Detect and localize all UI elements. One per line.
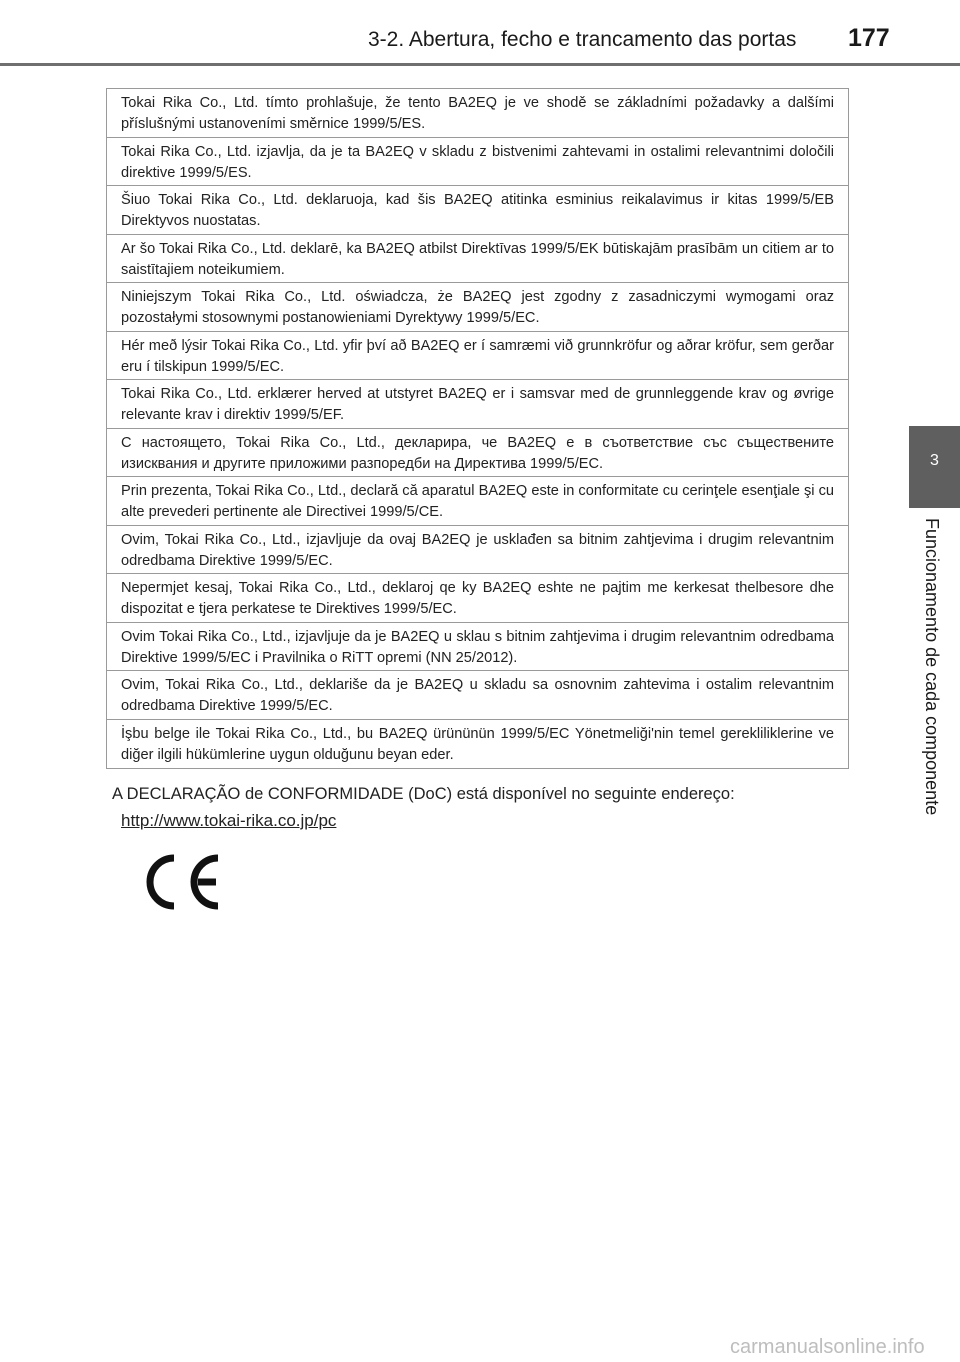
declaration-polish: Niniejszym Tokai Rika Co., Ltd. oświadcza, że BA2EQ jest zgodny z zasadniczymi wymogami oraz pozostałymi stosownymi postanowieniami Dyrektywy 1999/5/EC. xyxy=(107,283,848,332)
declaration-lithuanian: Šiuo Tokai Rika Co., Ltd. deklaruoja, kad šis BA2EQ atitinka esminius reikalavimus ir kitas 1999/5/EB Direktyvos nuostatas. xyxy=(107,186,848,235)
page-number: 177 xyxy=(848,24,890,52)
declaration-serbian: Ovim, Tokai Rika Co., Ltd., deklariše da je BA2EQ u skladu sa osnovnim zahtevima i ostalim relevantnim odredbama Direktive 1999/5/EC. xyxy=(107,671,848,720)
header-divider xyxy=(0,63,960,66)
page-header xyxy=(0,0,960,66)
chapter-tab: 3 xyxy=(909,426,960,508)
chapter-label: Funcionamento de cada componente xyxy=(922,518,942,816)
declaration-norwegian: Tokai Rika Co., Ltd. erklærer herved at utstyret BA2EQ er i samsvar med de grunnleggende krav og øvrige relevante krav i direktiv 1999/5/EF. xyxy=(107,380,848,429)
section-title: 3-2. Abertura, fecho e trancamento das portas xyxy=(368,28,797,51)
declaration-slovenian: Tokai Rika Co., Ltd. izjavlja, da je ta BA2EQ v skladu z bistvenimi zahtevami in ostalimi relevantnimi določili direktive 1999/5/ES. xyxy=(107,138,848,187)
declaration-table xyxy=(106,88,849,769)
declaration-croatian: Ovim Tokai Rika Co., Ltd., izjavljuje da je BA2EQ u sklau s bitnim zahtjevima i drugim relevantnim odredbama Direktive 1999/5/EC i Pravilnika o RiTT opremi (NN 25/2012). xyxy=(107,623,848,672)
watermark-text: carmanualsonline.info xyxy=(730,1336,925,1358)
declaration-romanian: Prin prezenta, Tokai Rika Co., Ltd., declară că aparatul BA2EQ este in conformitate cu cerinţele esenţiale şi cu alte prevederi pertinente ale Directivei 1999/5/CE. xyxy=(107,477,848,526)
ce-mark-icon xyxy=(140,852,222,912)
declaration-turkish: İşbu belge ile Tokai Rika Co., Ltd., bu BA2EQ ürününün 1999/5/EC Yönetmeliği'nin temel gerekliliklerine ve diğer ilgili hükümlerine uygun olduğunu beyan eder. xyxy=(121,725,834,763)
declaration-bosnian: Ovim, Tokai Rika Co., Ltd., izjavljuje da ovaj BA2EQ je usklađen sa bitnim zahtjevima i drugim relevantnim odredbama Direktive 1999/5/EC. xyxy=(107,526,848,575)
declaration-latvian: Ar šo Tokai Rika Co., Ltd. deklarē, ka BA2EQ atbilst Direktīvas 1999/5/EK būtiskajām prasībām un citiem ar to saistītajiem noteikumiem. xyxy=(107,235,848,284)
declaration-albanian: Nepermjet kesaj, Tokai Rika Co., Ltd., deklaroj qe ky BA2EQ eshte ne pajtim me kerkesat thelbesore dhe dispozitat e tjera perkatese te Direktives 1999/5/EC. xyxy=(107,574,848,623)
declaration-czech: Tokai Rika Co., Ltd. tímto prohlašuje, že tento BA2EQ je ve shodě se základními požadavky a dalšími příslušnými ustanoveními směrnice 1999/5/ES. xyxy=(107,89,848,138)
doc-url-link[interactable]: http://www.tokai-rika.co.jp/pc xyxy=(121,811,337,830)
declaration-icelandic: Hér með lýsir Tokai Rika Co., Ltd. yfir því að BA2EQ er í samræmi við grunnkröfur og aðrar kröfur, sem gerðar eru í tilskipun 1999/5/EC. xyxy=(107,332,848,381)
declaration-bulgarian: С настоящето, Tokai Rika Co., Ltd., декларира, че BA2EQ е в съответствие със съществените изисквания и другите приложими разпоредби на Директива 1999/5/ЕС. xyxy=(107,429,848,478)
doc-availability-note: A DECLARAÇÃO de CONFORMIDADE (DoC) está disponível no seguinte endereço: xyxy=(112,785,735,803)
